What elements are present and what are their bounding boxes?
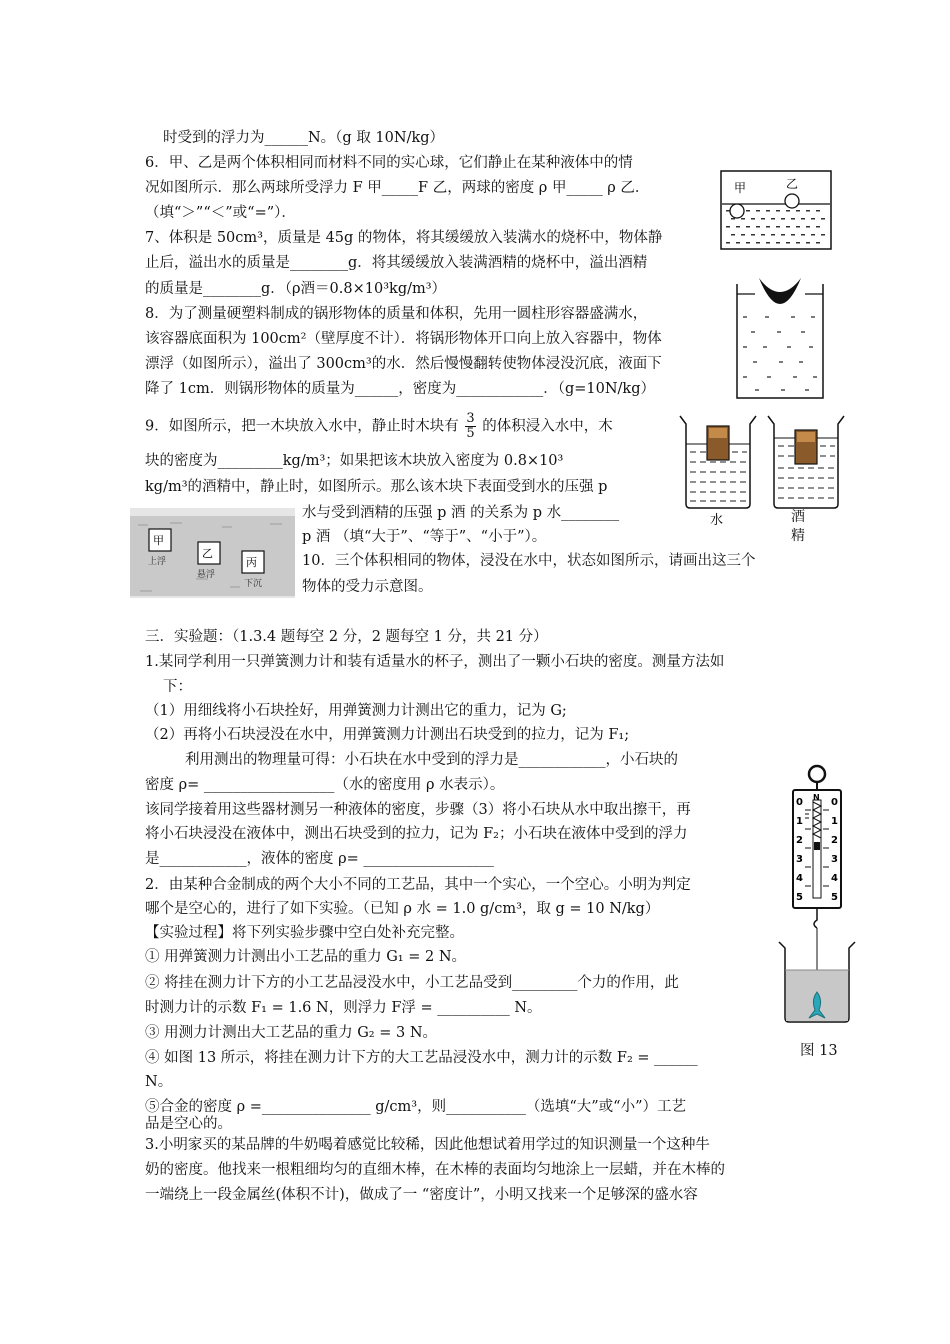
scale-tick: 0: [796, 797, 803, 808]
scale-tick: 2: [796, 835, 803, 846]
object-b-state: 悬浮: [197, 570, 216, 580]
scale-tick: 1: [831, 816, 838, 827]
scale-tick: 4: [831, 873, 838, 884]
text-line: （2）再将小石块浸没在水中，用弹簧测力计测出石块受到的拉力，记为 F₁;: [145, 727, 630, 743]
scale-tick: 3: [796, 854, 803, 865]
text-line: 况如图所示．那么两球所受浮力 F 甲_____F 乙，两球的密度 ρ 甲_____ ρ 乙．: [145, 180, 650, 196]
text-line: N。: [145, 1074, 173, 1090]
text-line: 水与受到酒精的压强 p 酒 的关系为 p 水________: [302, 505, 620, 521]
text-line: 止后，溢出水的质量是________g．将其缓缓放入装满酒精的烧杯中，溢出酒精: [145, 255, 648, 271]
text-line: 奶的密度。他找来一根粗细均匀的直细木棒，在木棒的表面均匀地涂上一层蜡，并在木棒的: [145, 1162, 725, 1178]
wood-grain: [709, 428, 727, 438]
scale-tick: 4: [796, 873, 803, 884]
question-6: 6．甲、乙是两个体积相同而材料不同的实心球，它们静止在某种液体中的情: [145, 155, 633, 171]
text-line: ③ 用测力计测出大工艺品的重力 G₂ = 3 N。: [145, 1025, 438, 1041]
experiment-1: 1.某同学利用一只弹簧测力计和装有适量水的杯子，测出了一颗小石块的密度。测量方法如: [145, 654, 725, 670]
text-line: kg/m³的酒精中，静止时，如图所示。那么该木块下表面受到水的压强 p: [145, 479, 608, 495]
text-line: 时受到的浮力为______N。（g 取 10N/kg）: [163, 130, 445, 146]
scale-hook: [814, 908, 817, 928]
text-line: 漂浮（如图所示），溢出了 300cm³的水．然后慢慢翻转使物体浸没沉底，液面下: [145, 356, 662, 372]
balls-figure: [720, 170, 832, 250]
text-line: 利用测出的物理量可得：小石块在水中受到的浮力是____________，小石块的: [185, 752, 678, 768]
three-objects-figure: [130, 508, 295, 598]
scale-tick: 5: [796, 892, 803, 903]
text-line: 【实验过程】将下列实验步骤中空白处补充完整。: [145, 925, 464, 941]
text-line: （填“＞”“＜”或“=”）．: [145, 205, 296, 221]
pot-container-figure: [735, 272, 825, 400]
section-heading: 三．实验题：（1.3.4 题每空 2 分，2 题每空 1 分，共 21 分）: [145, 629, 548, 645]
question-7: 7、体积是 50cm³，质量是 45g 的物体，将其缓缓放入装满水的烧杯中，物体静: [145, 230, 663, 246]
alcohol-label: 酒精: [791, 509, 805, 544]
water-label: 水: [710, 513, 724, 528]
text-line: ① 用弹簧测力计测出小工艺品的重力 G₁ = 2 N。: [145, 949, 467, 965]
scale-tick: 0: [831, 797, 838, 808]
text-line: 密度 ρ= __________________（水的密度用 ρ 水表示）。: [145, 777, 505, 793]
text-line: 将小石块浸没在液体中，测出石块受到的拉力，记为 F₂；小石块在液体中受到的浮力: [145, 826, 688, 842]
figure-caption: 图 13: [800, 1043, 838, 1059]
text-line: 哪个是空心的，进行了如下实验。（已知 ρ 水 = 1.0 g/cm³，取 g = 10 N/kg）: [145, 901, 660, 917]
pot-object: [759, 278, 801, 304]
scale-unit: N: [813, 793, 820, 802]
text-line: 是____________，液体的密度 ρ= __________________: [145, 851, 494, 867]
scale-tick: 3: [831, 854, 838, 865]
text-line: p 酒 （填“大于”、“等于”、“小于”）。: [302, 529, 547, 545]
scale-ring: [809, 766, 825, 782]
object-a-state: 上浮: [148, 557, 167, 567]
text-line: 块的密度为_________kg/m³；如果把该木块放入密度为 0.8×10³: [145, 453, 564, 469]
text-line: 一端绕上一段金属丝(体积不计)，做成了一 “密度计”，小明又找来一个足够深的盛水容: [145, 1187, 698, 1203]
text-line: 时测力计的示数 F₁ = 1.6 N，则浮力 F浮 = __________ N。: [145, 1000, 542, 1016]
object-b-label: 乙: [202, 547, 213, 560]
text-line: ⑤合金的密度 ρ =_______________ g/cm³，则___________（选填“大”或“小”）工艺: [145, 1099, 687, 1115]
beakers-figure: [676, 412, 851, 532]
question-9: [145, 412, 613, 441]
object-c-label: 丙: [246, 556, 257, 569]
text-line: 下：: [163, 679, 192, 695]
text-line: （1）用细线将小石块拴好，用弹簧测力计测出它的重力，记为 G;: [145, 703, 567, 719]
experiment-2: 2．由某种合金制成的两个大小不同的工艺品，其中一个实心，一个空心。小明为判定: [145, 877, 691, 893]
text-line: ② 将挂在测力计下方的小工艺品浸没水中，小工艺品受到_________个力的作用，此: [145, 975, 679, 991]
text-segment: 的体积浸入水中，木: [482, 418, 613, 435]
text-line: 该同学接着用这些器材测另一种液体的密度，步骤（3）将小石块从水中取出擦干，再: [145, 802, 691, 818]
ball-a: [730, 204, 744, 218]
object-a-label: 甲: [153, 534, 164, 547]
question-10: 10．三个体积相同的物体，浸没在水中，状态如图所示，请画出这三个: [302, 553, 756, 569]
text-line: ④ 如图 13 所示，将挂在测力计下方的大工艺品浸没水中，测力计的示数 F₂ = ______: [145, 1050, 698, 1066]
text-segment: 9．如图所示，把一木块放入水中，静止时木块有: [145, 418, 459, 435]
experiment-3: 3.小明家买的某品牌的牛奶喝着感觉比较稀，因此他想试着用学过的知识测量一个这种牛: [145, 1137, 710, 1153]
fraction-denominator: 5: [466, 426, 475, 441]
fraction-three-fifths: [465, 412, 475, 441]
ball-a-label: 甲: [734, 181, 747, 195]
scale-tick: 5: [831, 892, 838, 903]
fraction-numerator: 3: [466, 411, 475, 426]
scale-tick: 1: [796, 816, 803, 827]
spring-scale-figure: [775, 760, 860, 1050]
scale-tick: 2: [831, 835, 838, 846]
text-line: 该容器底面积为 100cm²（壁厚度不计）．将锅形物体开口向上放入容器中，物体: [145, 331, 662, 347]
text-line: 降了 1cm．则锅形物体的质量为______，密度为____________．（g=10N/kg）: [145, 381, 655, 397]
text-line: 物体的受力示意图。: [302, 579, 433, 595]
ball-b-label: 乙: [786, 177, 799, 191]
object-c-state: 下沉: [244, 579, 263, 589]
text-line: 的质量是________g．（ρ酒＝0.8×10³kg/m³）: [145, 281, 447, 297]
wood-grain: [797, 432, 815, 442]
question-8: 8．为了测量硬塑料制成的锅形物体的质量和体积，先用一圆柱形容器盛满水，: [145, 306, 648, 322]
ball-b: [785, 194, 799, 208]
text-line: 品是空心的。: [145, 1116, 232, 1132]
